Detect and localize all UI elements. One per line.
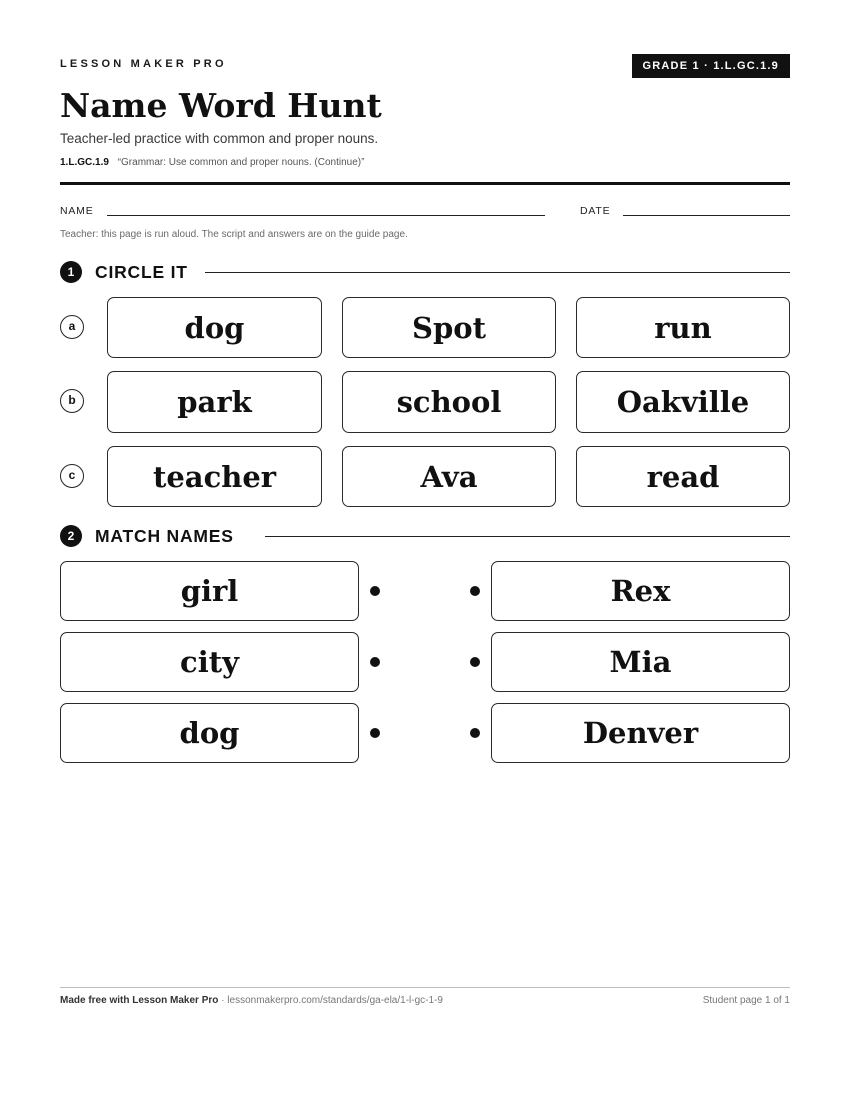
row-letter-b: b [60,389,84,413]
match-right-card[interactable]: Rex [491,561,790,621]
section-rule [205,272,790,273]
name-label: NAME [60,205,94,217]
word-card[interactable]: read [576,446,790,507]
match-left-card[interactable]: girl [60,561,359,621]
match-dot-left[interactable] [370,586,380,596]
section-title: MATCH NAMES [95,526,234,546]
row-letter-c: c [60,464,84,488]
brand-name: LESSON MAKER PRO [60,58,227,70]
grade-badge: GRADE 1 · 1.L.GC.1.9 [632,54,790,78]
word-card[interactable]: Ava [342,446,556,507]
section-match-names-header [60,525,790,547]
row-letter-a: a [60,315,84,339]
word-card[interactable]: dog [107,297,322,358]
word-card[interactable]: Oakville [576,371,790,433]
header-divider [60,182,790,185]
teacher-note: Teacher: this page is run aloud. The script and answers are on the guide page. [60,229,408,240]
word-card[interactable]: Spot [342,297,556,358]
match-dot-left[interactable] [370,728,380,738]
section-rule [265,536,790,537]
match-dot-right[interactable] [470,728,480,738]
standard-code: 1.L.GC.1.9 [60,157,109,168]
date-label: DATE [580,205,611,217]
match-left-card[interactable]: dog [60,703,359,763]
word-card[interactable]: school [342,371,556,433]
word-card[interactable]: park [107,371,322,433]
standard-reference [60,157,364,168]
match-left-card[interactable]: city [60,632,359,692]
date-field[interactable] [623,215,790,216]
word-card[interactable]: run [576,297,790,358]
footer-made-with: Made free with Lesson Maker Pro [60,995,219,1006]
worksheet-page [60,0,790,1100]
section-number: 2 [60,525,82,547]
section-title: CIRCLE IT [95,262,188,282]
match-dot-left[interactable] [370,657,380,667]
match-right-card[interactable]: Mia [491,632,790,692]
footer-separator: · [218,995,228,1006]
standard-text: “Grammar: Use common and proper nouns. (Continue)” [117,157,365,168]
page-title: Name Word Hunt [60,86,382,125]
word-card[interactable]: teacher [107,446,322,507]
footer-credit [60,995,443,1006]
footer-divider [60,987,790,988]
footer-url[interactable]: lessonmakerpro.com/standards/ga-ela/1-l-gc-1-9 [227,995,443,1006]
page-subtitle: Teacher-led practice with common and proper nouns. [60,131,379,146]
section-circle-it-header [60,261,790,283]
footer-page-label: Student page 1 of 1 [702,995,790,1006]
match-dot-right[interactable] [470,586,480,596]
section-number: 1 [60,261,82,283]
match-right-card[interactable]: Denver [491,703,790,763]
name-field[interactable] [107,215,545,216]
match-dot-right[interactable] [470,657,480,667]
